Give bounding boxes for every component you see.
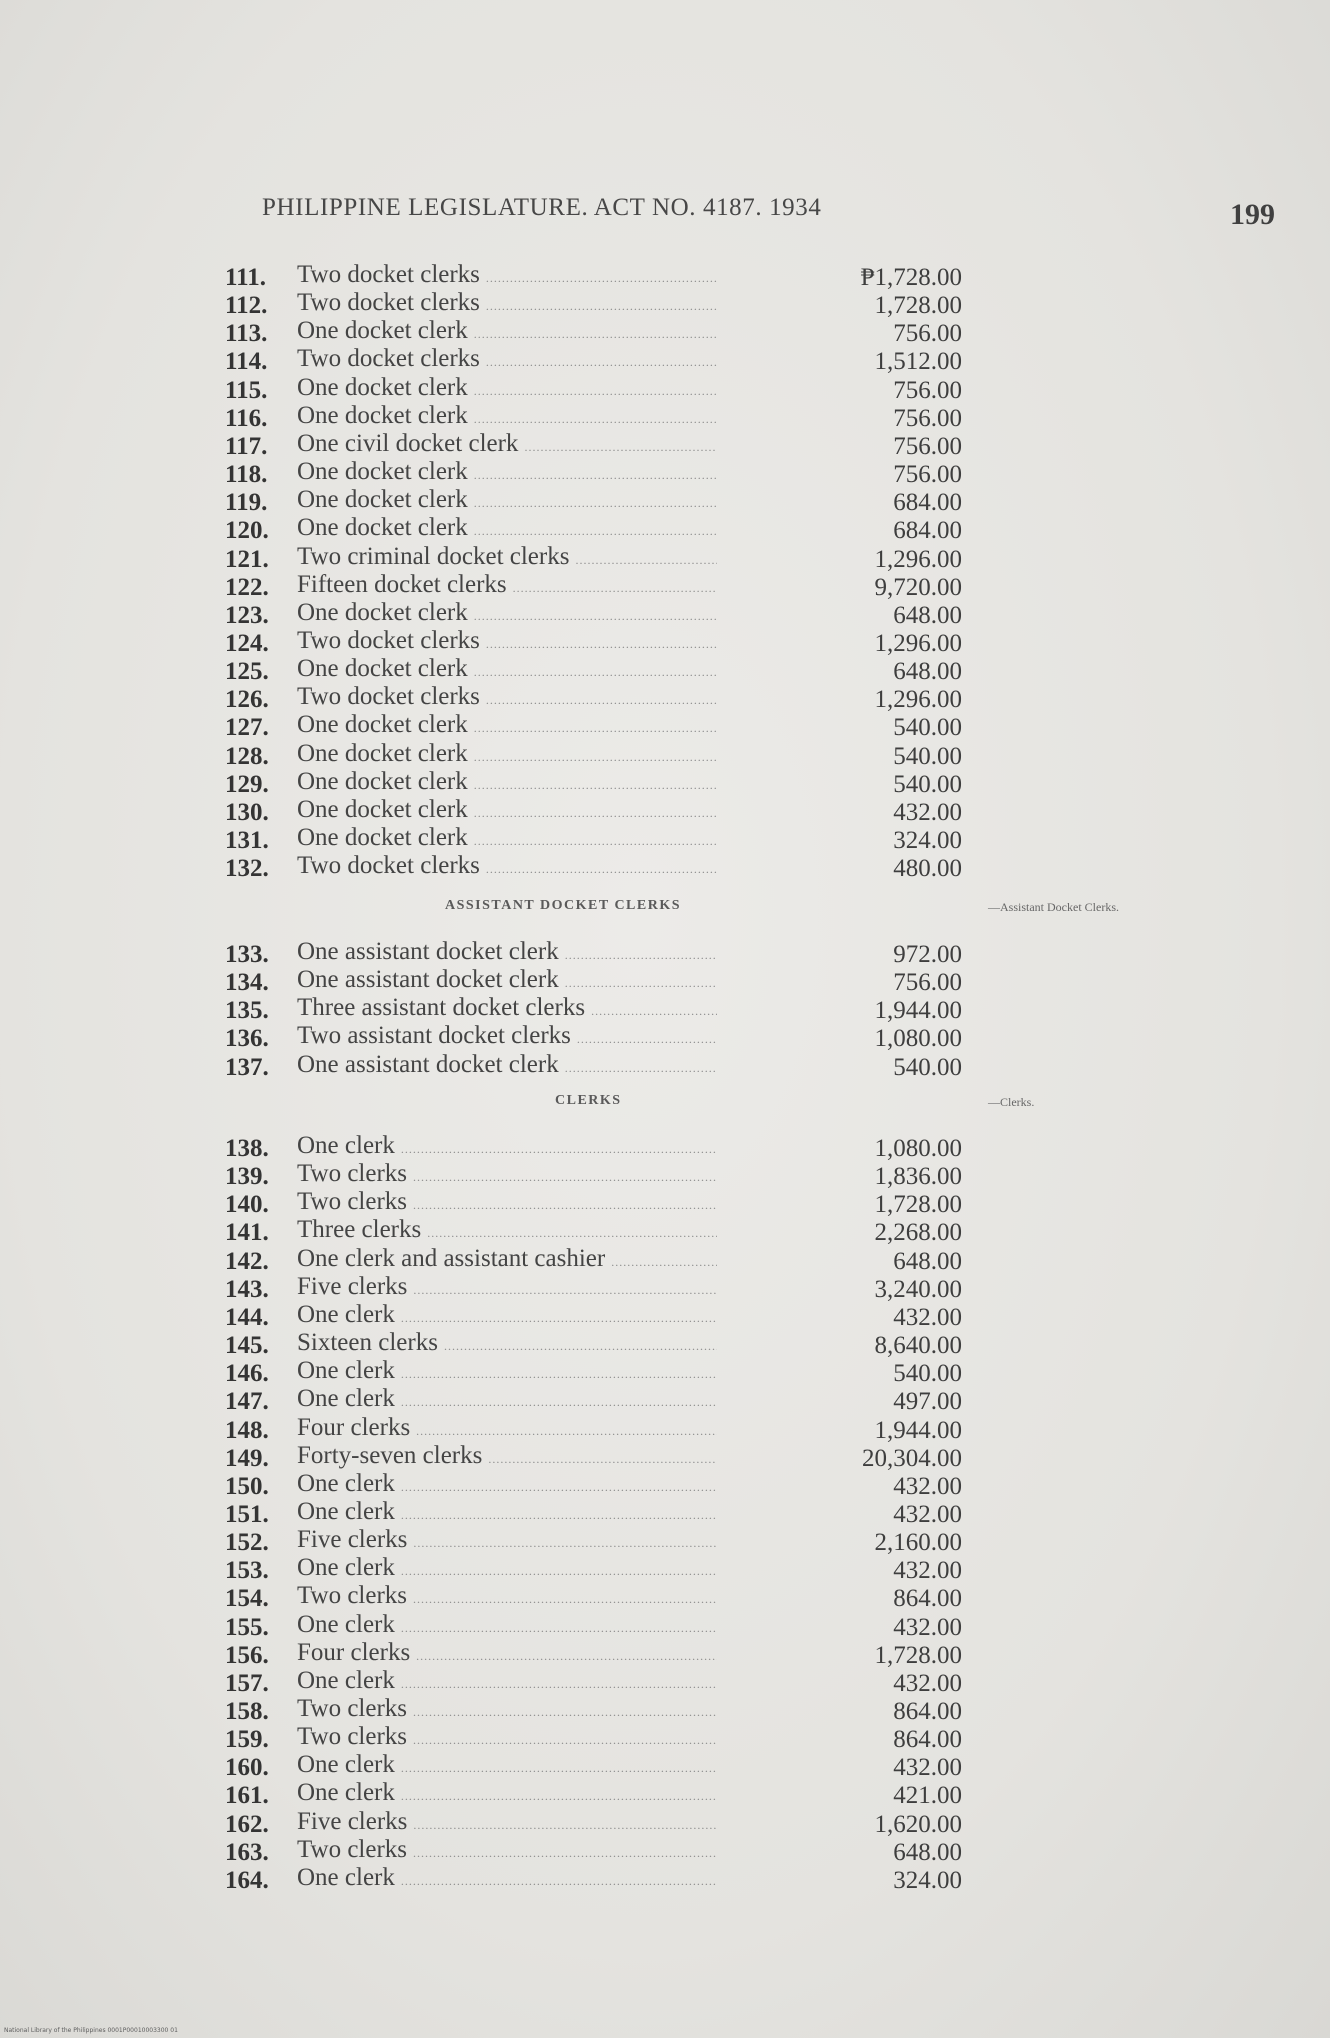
list-item [225, 261, 985, 292]
margin-note-clerks: —Clerks. [988, 1095, 1035, 1109]
item-description: Five clerks ..... [297, 1273, 717, 1304]
item-amount: 972.00 [893, 941, 962, 968]
list-item [225, 824, 985, 855]
item-description: One docket clerk ..... [297, 824, 717, 855]
item-description: One docket clerk ..... [297, 374, 717, 405]
list-item [225, 938, 985, 969]
item-number: 146. [225, 1360, 269, 1388]
item-description: One clerk ..... [297, 1498, 717, 1529]
item-description: One clerk ..... [297, 1470, 717, 1501]
item-amount: 20,304.00 [862, 1444, 962, 1472]
running-head: PHILIPPINE LEGISLATURE. ACT NO. 4187. 1934 [262, 194, 822, 221]
item-amount: 1,620.00 [874, 1810, 962, 1838]
item-description: One clerk ..... [297, 1301, 717, 1332]
item-amount: 1,944.00 [874, 1416, 962, 1444]
item-number: 145. [225, 1332, 269, 1360]
item-amount: 1,728.00 [874, 1641, 962, 1669]
list-item [225, 711, 985, 742]
item-description: One docket clerk ..... [297, 402, 717, 433]
item-description: One docket clerk ..... [297, 317, 717, 348]
list-item [225, 852, 985, 883]
list-item [225, 1050, 985, 1082]
list-item [225, 1329, 985, 1360]
item-description: One assistant docket clerk ..... [297, 1051, 717, 1082]
item-number: 160. [225, 1754, 269, 1782]
item-amount: 1,836.00 [874, 1163, 962, 1191]
item-description: One clerk ..... [297, 1554, 717, 1585]
item-description: Two clerks ..... [297, 1836, 717, 1867]
item-amount: 648.00 [893, 1247, 962, 1275]
list-item [225, 401, 985, 433]
item-description: Five clerks ..... [297, 1526, 717, 1557]
list-item [225, 1554, 985, 1585]
item-amount: 432.00 [893, 1303, 962, 1331]
item-number: 155. [225, 1613, 269, 1641]
item-amount: 756.00 [893, 320, 962, 348]
list-item [225, 1666, 985, 1698]
item-number: 164. [225, 1866, 269, 1894]
item-amount: 1,080.00 [874, 1135, 962, 1162]
list-item [225, 683, 985, 714]
list-item [225, 1357, 985, 1388]
list-item [225, 1441, 985, 1473]
item-description: One clerk ..... [297, 1132, 717, 1163]
item-description: Four clerks ..... [297, 1414, 717, 1445]
item-number: 135. [225, 997, 269, 1025]
list-item [225, 373, 985, 405]
item-amount: 540.00 [893, 714, 962, 742]
item-number: 142. [225, 1247, 269, 1275]
item-amount: 421.00 [893, 1782, 962, 1810]
item-number: 143. [225, 1275, 269, 1303]
item-number: 162. [225, 1810, 269, 1838]
list-item [225, 1385, 985, 1416]
item-description: One docket clerk ..... [297, 599, 717, 630]
item-description: Three clerks ..... [297, 1216, 717, 1247]
item-description: Two clerks ..... [297, 1188, 717, 1219]
item-amount: 432.00 [893, 1613, 962, 1641]
item-description: Four clerks ..... [297, 1639, 717, 1670]
item-number: 130. [225, 798, 269, 826]
item-amount: 756.00 [893, 432, 962, 460]
list-item [225, 1863, 985, 1895]
item-amount: 432.00 [893, 1472, 962, 1500]
item-amount: 1,296.00 [874, 545, 962, 573]
item-description: Two criminal docket clerks ..... [297, 543, 717, 574]
item-amount: 756.00 [893, 969, 962, 997]
item-number: 127. [225, 714, 269, 742]
item-amount: 1,944.00 [874, 997, 962, 1025]
item-description: Two clerks ..... [297, 1160, 717, 1191]
item-number: 152. [225, 1529, 269, 1557]
item-description: One docket clerk ..... [297, 711, 717, 742]
item-description: Two clerks ..... [297, 1582, 717, 1613]
item-description: Two clerks ..... [297, 1695, 717, 1726]
list-item [225, 570, 985, 602]
item-amount: 432.00 [893, 1500, 962, 1528]
item-amount: 1,512.00 [874, 348, 962, 376]
item-number: 150. [225, 1472, 269, 1500]
item-number: 119. [225, 489, 268, 517]
item-number: 140. [225, 1191, 269, 1219]
item-amount: 1,296.00 [874, 629, 962, 657]
item-description: One clerk ..... [297, 1385, 717, 1416]
list-item [225, 1723, 985, 1754]
item-amount: 864.00 [893, 1698, 962, 1725]
section-heading-assistant-docket-clerks: ASSISTANT DOCKET CLERKS [445, 898, 682, 913]
item-number: 157. [225, 1669, 269, 1697]
item-number: 137. [225, 1053, 269, 1081]
list-item [225, 626, 985, 658]
page-number: 199 [1230, 198, 1275, 231]
item-amount: 432.00 [893, 1669, 962, 1697]
item-amount: 864.00 [893, 1726, 962, 1754]
item-amount: 1,728.00 [874, 1191, 962, 1219]
item-amount: 432.00 [893, 1754, 962, 1782]
list-item [225, 289, 985, 320]
item-number: 151. [225, 1500, 269, 1528]
item-description: One clerk ..... [297, 1667, 717, 1698]
list-item [225, 598, 985, 630]
item-description: Two docket clerks ..... [297, 627, 717, 658]
list-item [225, 767, 985, 799]
item-amount: 8,640.00 [874, 1332, 962, 1360]
list-item [225, 1160, 985, 1191]
item-number: 156. [225, 1641, 269, 1669]
item-number: 123. [225, 601, 269, 629]
list-item [225, 514, 985, 545]
item-number: 117. [225, 432, 268, 460]
item-number: 158. [225, 1698, 269, 1725]
list-item [225, 542, 985, 574]
item-description: Two clerks ..... [297, 1723, 717, 1754]
item-amount: 1,080.00 [874, 1025, 962, 1053]
list-item [225, 1300, 985, 1332]
item-number: 124. [225, 629, 269, 657]
item-amount: 432.00 [893, 1557, 962, 1585]
item-description: Two docket clerks ..... [297, 261, 717, 292]
list-item [225, 458, 985, 489]
item-amount: ₱1,728.00 [860, 264, 962, 291]
list-item [225, 795, 985, 827]
item-amount: 756.00 [893, 404, 962, 432]
item-number: 138. [225, 1135, 269, 1162]
item-amount: 864.00 [893, 1585, 962, 1613]
item-number: 128. [225, 742, 269, 770]
item-amount: 684.00 [893, 489, 962, 517]
item-amount: 648.00 [893, 658, 962, 686]
item-description: One docket clerk ..... [297, 655, 717, 686]
item-description: One docket clerk ..... [297, 740, 717, 771]
item-amount: 540.00 [893, 1053, 962, 1081]
item-description: One docket clerk ..... [297, 458, 717, 489]
item-description: Two assistant docket clerks ..... [297, 1022, 717, 1053]
list-item [225, 1216, 985, 1247]
item-description: One docket clerk ..... [297, 486, 717, 517]
list-item [225, 1244, 985, 1276]
item-number: 118. [225, 461, 268, 489]
item-number: 141. [225, 1219, 269, 1247]
item-description: One clerk and assistant cashier ..... [297, 1245, 717, 1276]
item-number: 114. [225, 348, 268, 376]
item-number: 134. [225, 969, 269, 997]
item-number: 132. [225, 855, 269, 883]
item-amount: 9,720.00 [874, 573, 962, 601]
list-item [225, 429, 985, 461]
item-number: 139. [225, 1163, 269, 1191]
item-description: One clerk ..... [297, 1357, 717, 1388]
item-description: One docket clerk ..... [297, 768, 717, 799]
item-number: 122. [225, 573, 269, 601]
item-description: Two docket clerks ..... [297, 683, 717, 714]
item-number: 163. [225, 1838, 269, 1866]
item-number: 111. [225, 264, 266, 291]
item-description: Two docket clerks ..... [297, 852, 717, 883]
item-description: Two docket clerks ..... [297, 289, 717, 320]
list-item [225, 1188, 985, 1219]
list-item [225, 1469, 985, 1501]
list-item [225, 1132, 985, 1163]
item-number: 153. [225, 1557, 269, 1585]
item-amount: 480.00 [893, 855, 962, 883]
item-description: One clerk ..... [297, 1751, 717, 1782]
item-description: One docket clerk ..... [297, 514, 717, 545]
list-item [225, 1638, 985, 1670]
list-item [225, 345, 985, 376]
item-amount: 540.00 [893, 770, 962, 798]
item-number: 129. [225, 770, 269, 798]
list-item [225, 1497, 985, 1529]
list-item [225, 486, 985, 517]
item-description: One assistant docket clerk ..... [297, 966, 717, 997]
item-number: 121. [225, 545, 269, 573]
list-item [225, 739, 985, 771]
item-amount: 684.00 [893, 517, 962, 545]
item-description: One civil docket clerk ..... [297, 430, 717, 461]
item-number: 115. [225, 376, 268, 404]
item-amount: 3,240.00 [874, 1275, 962, 1303]
item-number: 133. [225, 941, 269, 968]
item-number: 147. [225, 1388, 269, 1416]
item-amount: 2,160.00 [874, 1529, 962, 1557]
item-amount: 1,728.00 [874, 292, 962, 320]
item-number: 159. [225, 1726, 269, 1754]
list-item [225, 1413, 985, 1445]
item-number: 154. [225, 1585, 269, 1613]
item-description: Fifteen docket clerks ..... [297, 571, 717, 602]
item-amount: 324.00 [893, 827, 962, 854]
item-number: 120. [225, 517, 269, 545]
item-description: Sixteen clerks ..... [297, 1329, 717, 1360]
list-item [225, 1582, 985, 1613]
item-number: 144. [225, 1303, 269, 1331]
item-amount: 2,268.00 [874, 1219, 962, 1247]
item-amount: 540.00 [893, 1360, 962, 1388]
list-item [225, 1610, 985, 1642]
list-item [225, 994, 985, 1025]
item-amount: 497.00 [893, 1388, 962, 1416]
item-amount: 432.00 [893, 798, 962, 826]
item-amount: 756.00 [893, 461, 962, 489]
item-description: Two docket clerks ..... [297, 345, 717, 376]
list-item [225, 1526, 985, 1557]
item-description: Five clerks ..... [297, 1808, 717, 1839]
item-number: 161. [225, 1782, 269, 1810]
item-number: 136. [225, 1025, 269, 1053]
margin-note-assistant-docket-clerks: —Assistant Docket Clerks. [988, 900, 1119, 914]
item-number: 125. [225, 658, 269, 686]
list-item [225, 1272, 985, 1304]
item-amount: 648.00 [893, 601, 962, 629]
item-amount: 1,296.00 [874, 686, 962, 714]
list-item [225, 1779, 985, 1810]
item-amount: 324.00 [893, 1866, 962, 1894]
item-number: 149. [225, 1444, 269, 1472]
footer-text: National Library of the Philippines 0001P00010003300 01 [4, 2027, 178, 2034]
list-item [225, 1807, 985, 1839]
item-description: One clerk ..... [297, 1864, 717, 1895]
item-description: One clerk ..... [297, 1611, 717, 1642]
list-item [225, 966, 985, 997]
item-number: 112. [225, 292, 268, 320]
list-item [225, 655, 985, 686]
item-description: One assistant docket clerk ..... [297, 938, 717, 969]
item-amount: 756.00 [893, 376, 962, 404]
list-item [225, 1751, 985, 1782]
item-amount: 540.00 [893, 742, 962, 770]
item-amount: 648.00 [893, 1838, 962, 1866]
item-description: Three assistant docket clerks ..... [297, 994, 717, 1025]
item-number: 113. [225, 320, 268, 348]
item-number: 131. [225, 827, 269, 854]
item-number: 148. [225, 1416, 269, 1444]
item-number: 116. [225, 404, 268, 432]
item-description: Forty-seven clerks ..... [297, 1442, 717, 1473]
list-item [225, 317, 985, 348]
item-description: One clerk ..... [297, 1779, 717, 1810]
section-heading-clerks: CLERKS [555, 1093, 622, 1108]
item-number: 126. [225, 686, 269, 714]
list-item [225, 1022, 985, 1053]
item-description: One docket clerk ..... [297, 796, 717, 827]
list-item [225, 1835, 985, 1867]
list-item [225, 1695, 985, 1726]
